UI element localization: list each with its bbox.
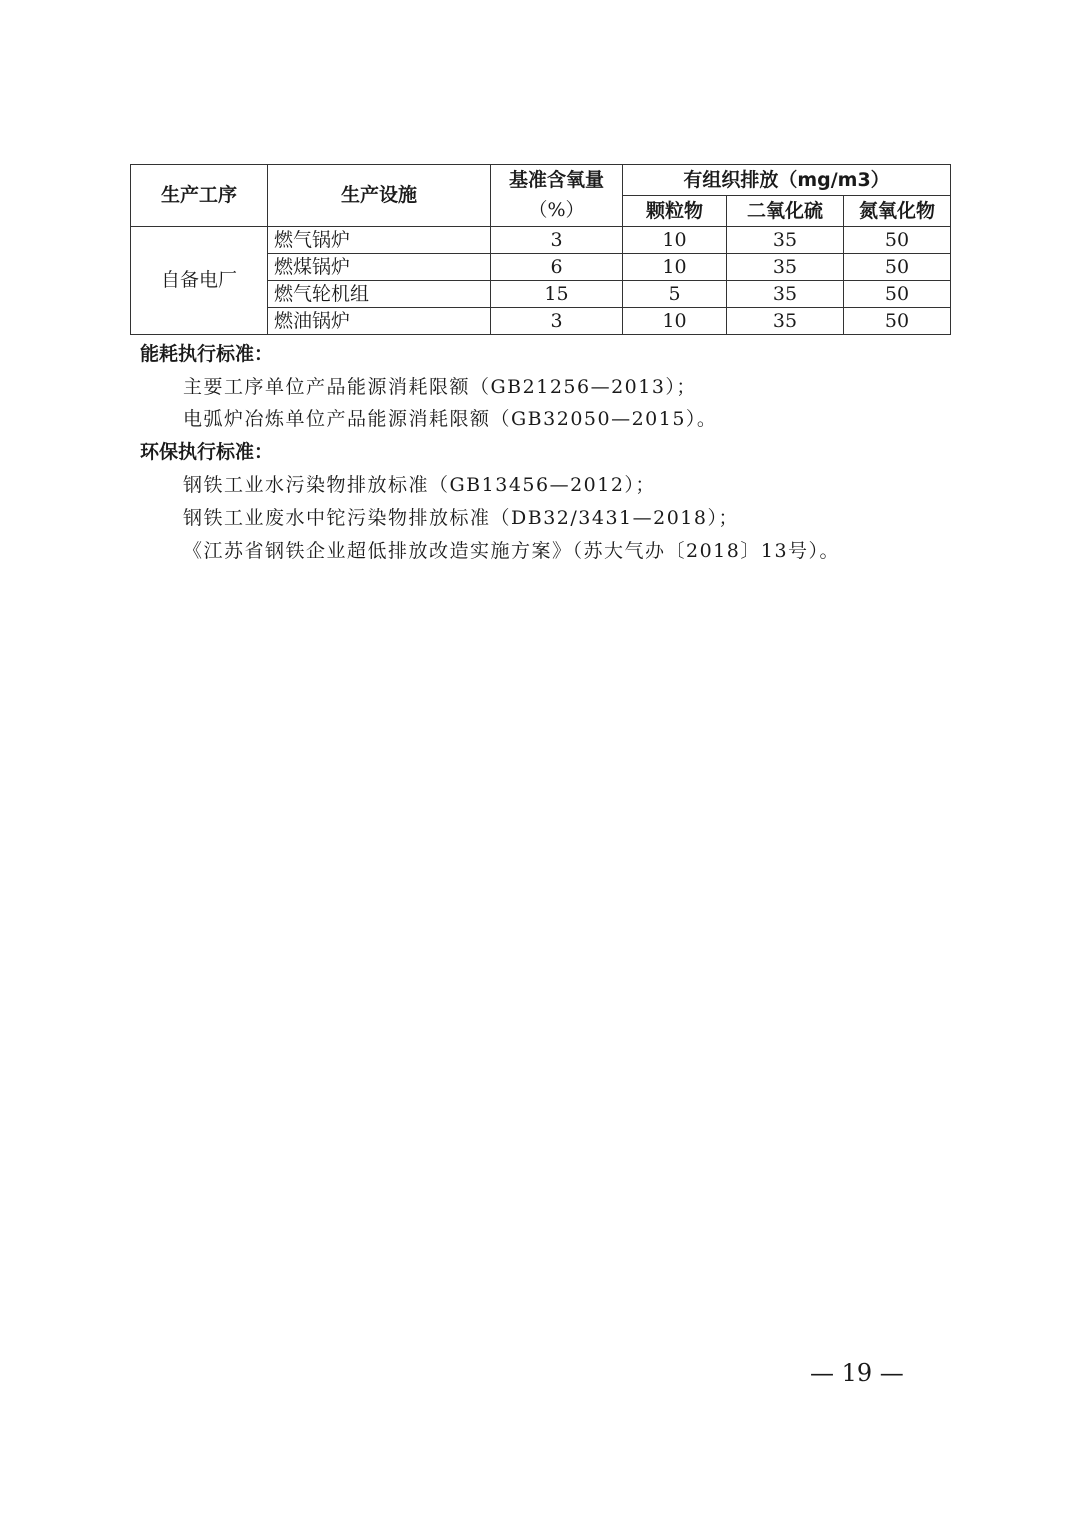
header-nox: 氮氧化物 [844, 196, 951, 227]
oxygen-cell: 6 [491, 254, 623, 281]
pm-cell: 5 [623, 281, 727, 308]
facility-cell: 燃气轮机组 [268, 281, 491, 308]
facility-cell: 燃油锅炉 [268, 308, 491, 335]
header-process: 生产工序 [131, 165, 268, 227]
pm-cell: 10 [623, 227, 727, 254]
header-oxygen: 基准含氧量 [491, 165, 623, 196]
so2-cell: 35 [727, 254, 844, 281]
environment-standards-title: 环保执行标准： [140, 441, 274, 463]
nox-cell: 50 [844, 227, 951, 254]
header-oxygen-unit: （%） [491, 196, 623, 227]
so2-cell: 35 [727, 308, 844, 335]
oxygen-cell: 15 [491, 281, 623, 308]
nox-cell: 50 [844, 281, 951, 308]
so2-cell: 35 [727, 281, 844, 308]
nox-cell: 50 [844, 308, 951, 335]
oxygen-cell: 3 [491, 227, 623, 254]
nox-cell: 50 [844, 254, 951, 281]
facility-cell: 燃煤锅炉 [268, 254, 491, 281]
environment-standard-item: 钢铁工业水污染物排放标准（GB13456—2012）； [183, 474, 656, 496]
process-cell: 自备电厂 [131, 227, 268, 335]
table-row [131, 227, 951, 254]
oxygen-cell: 3 [491, 308, 623, 335]
header-facility: 生产设施 [268, 165, 491, 227]
so2-cell: 35 [727, 227, 844, 254]
emission-standards-table [130, 164, 951, 335]
energy-standard-item: 电弧炉冶炼单位产品能源消耗限额（GB32050—2015）。 [183, 408, 718, 430]
header-so2: 二氧化硫 [727, 196, 844, 227]
pm-cell: 10 [623, 254, 727, 281]
environment-standard-item: 《江苏省钢铁企业超低排放改造实施方案》（苏大气办〔2018〕13号）。 [183, 540, 841, 562]
facility-cell: 燃气锅炉 [268, 227, 491, 254]
page-number: — 19 — [810, 1359, 904, 1387]
pm-cell: 10 [623, 308, 727, 335]
header-emission-group: 有组织排放（mg/m3） [623, 165, 951, 196]
energy-standard-item: 主要工序单位产品能源消耗限额（GB21256—2013）； [183, 376, 697, 398]
energy-standards-title: 能耗执行标准： [140, 343, 274, 365]
header-pm: 颗粒物 [623, 196, 727, 227]
environment-standard-item: 钢铁工业废水中铊污染物排放标准（DB32/3431—2018）； [183, 507, 739, 529]
